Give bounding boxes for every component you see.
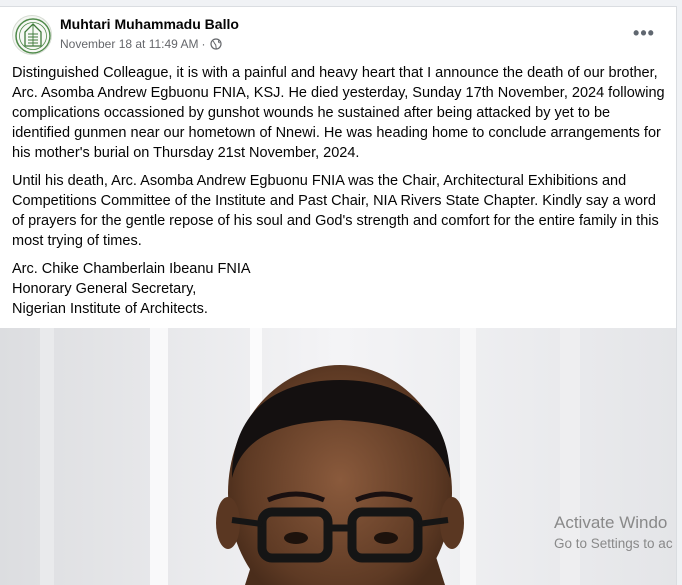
more-options-icon[interactable]: ••• xyxy=(633,22,655,43)
post-signature xyxy=(12,259,666,319)
watermark-title: Activate Windo xyxy=(554,513,668,532)
windows-activation-watermark xyxy=(554,512,673,554)
post-timestamp[interactable]: November 18 at 11:49 AM xyxy=(60,37,199,51)
post-paragraph: Until his death, Arc. Asomba Andrew Egbuonu FNIA was the Chair, Architectural Exhibitions and Competitions Committee of the Institute and Past Chair, NIA Rivers State Chapter. Kindly say a word of prayers for the gentle repose of his soul and God's strength and comfort for the entire family in this most trying of times. xyxy=(12,173,659,249)
post-body xyxy=(12,63,666,319)
signature-line: Nigerian Institute of Architects. xyxy=(12,301,208,317)
meta-separator: · xyxy=(201,37,206,51)
globe-icon[interactable] xyxy=(210,38,222,50)
post-author-name[interactable]: Muhtari Muhammadu Ballo xyxy=(60,16,239,32)
signature-line: Honorary General Secretary, xyxy=(12,281,197,297)
post-meta xyxy=(60,37,222,51)
watermark-subtitle: Go to Settings to ac xyxy=(554,536,673,551)
signature-line: Arc. Chike Chamberlain Ibeanu FNIA xyxy=(12,261,251,277)
nia-logo-icon xyxy=(13,16,52,55)
post-paragraph: Distinguished Colleague, it is with a painful and heavy heart that I announce the death of our brother, Arc. Asomba Andrew Egbuonu FNIA, KSJ. He died yesterday, Sunday 17th November, 2024 following complications occassioned by gunshot wounds he sustained after being attacked by yet to be identified gunmen near our hometown of Nnewi. He was heading home to conclude arrangements for his mother's burial on Thursday 21st November, 2024. xyxy=(12,65,665,161)
facebook-post xyxy=(0,6,677,585)
author-avatar[interactable] xyxy=(12,15,52,55)
